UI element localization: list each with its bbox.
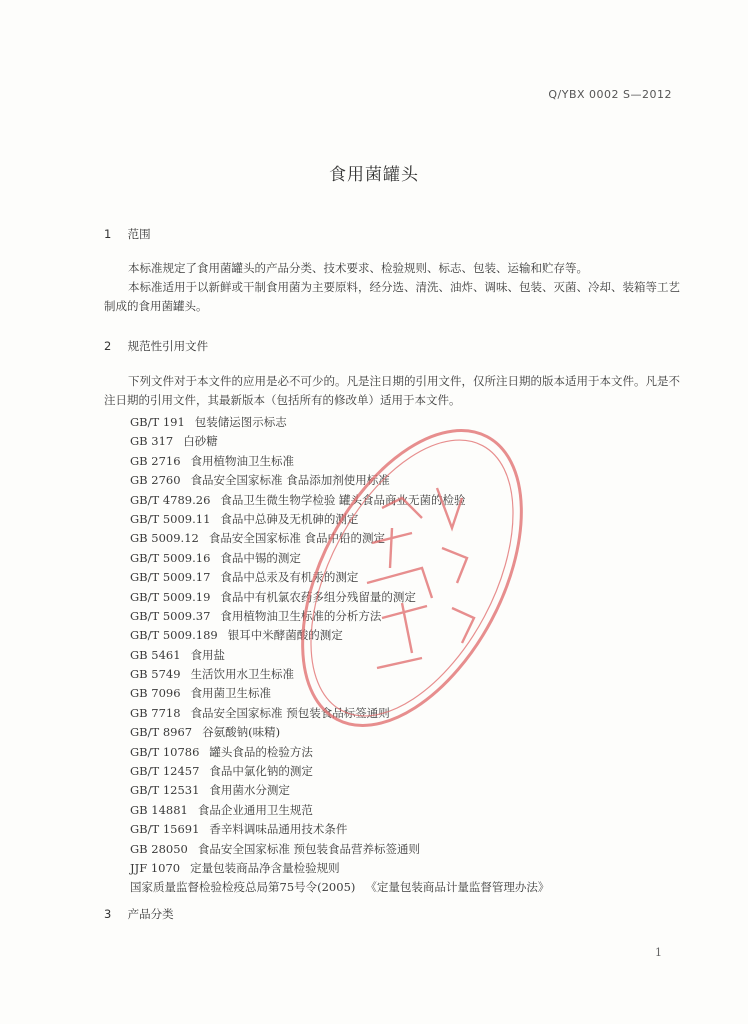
reference-title: 食品卫生微生物学检验 罐头食品商业无菌的检验 xyxy=(220,492,466,507)
reference-code: GB 5749 xyxy=(130,667,181,682)
reference-item xyxy=(130,432,650,451)
reference-item xyxy=(130,413,650,432)
reference-code: GB/T 5009.11 xyxy=(130,511,211,526)
reference-item xyxy=(130,549,650,568)
reference-title: 食用植物油卫生标准的分析方法 xyxy=(220,608,382,623)
reference-code: GB 317 xyxy=(130,434,174,449)
section-2-heading xyxy=(104,338,208,354)
reference-title: 食品中锡的测定 xyxy=(220,550,301,565)
reference-code: JJF 1070 xyxy=(130,860,181,875)
reference-code: GB/T 5009.17 xyxy=(130,570,211,585)
reference-item xyxy=(130,510,650,529)
reference-code: GB/T 4789.26 xyxy=(130,492,211,507)
reference-code: GB/T 12531 xyxy=(130,783,200,798)
reference-item xyxy=(130,762,650,781)
reference-code: GB 7718 xyxy=(130,705,181,720)
reference-title: 食品中总汞及有机汞的测定 xyxy=(220,570,359,585)
reference-title: 食品安全国家标准 食品中铅的测定 xyxy=(208,531,386,546)
reference-title: 定量包装商品净含量检验规则 xyxy=(190,860,340,875)
standard-code: Q/YBX 0002 S—2012 xyxy=(548,88,672,101)
page-number: 1 xyxy=(655,946,662,959)
reference-item xyxy=(130,588,650,607)
reference-item xyxy=(130,607,650,626)
section-1-title: 范围 xyxy=(127,227,151,241)
reference-code: GB/T 5009.19 xyxy=(130,589,211,604)
reference-code: GB/T 5009.16 xyxy=(130,550,211,565)
reference-title: 食品企业通用卫生规范 xyxy=(197,802,313,817)
section-1-heading xyxy=(104,226,151,242)
reference-code: GB/T 5009.189 xyxy=(130,628,218,643)
reference-title: 食品中氯化钠的测定 xyxy=(209,764,313,779)
reference-item xyxy=(130,743,650,762)
reference-title: 银耳中米酵菌酸的测定 xyxy=(227,628,343,643)
reference-code: GB 28050 xyxy=(130,841,188,856)
reference-title: 罐头食品的检验方法 xyxy=(209,744,313,759)
reference-title: 谷氨酸钠(味精) xyxy=(202,725,281,740)
reference-item xyxy=(130,820,650,839)
document-title: 食用菌罐头 xyxy=(329,165,419,185)
reference-title: 白砂糖 xyxy=(183,434,218,449)
reference-title: 食用盐 xyxy=(190,647,226,662)
reference-item xyxy=(130,665,650,684)
reference-title: 食用菌卫生标准 xyxy=(190,686,272,701)
reference-title: 食品安全国家标准 预包装食品标签通则 xyxy=(190,705,390,720)
section-3-number: 3 xyxy=(104,907,112,921)
reference-item xyxy=(130,859,650,878)
reference-item xyxy=(130,646,650,665)
reference-item xyxy=(130,878,650,897)
reference-item xyxy=(130,529,650,548)
reference-code: GB 2760 xyxy=(130,473,181,488)
reference-title: 食品中有机氯农药多组分残留量的测定 xyxy=(220,589,416,604)
reference-code: GB/T 12457 xyxy=(130,764,200,779)
section-3-heading xyxy=(104,906,174,922)
reference-code: GB/T 191 xyxy=(130,415,185,429)
reference-item xyxy=(130,452,650,471)
section-1-paragraph-1: 本标准规定了食用菌罐头的产品分类、技术要求、检验规则、标志、包装、运输和贮存等。 xyxy=(128,261,588,275)
reference-title: 生活饮用水卫生标准 xyxy=(190,667,295,682)
reference-item xyxy=(130,471,650,490)
reference-code: GB/T 5009.37 xyxy=(130,608,211,623)
reference-item xyxy=(130,684,650,703)
reference-title: 《定量包装商品计量监督管理办法》 xyxy=(365,880,550,895)
section-2-number: 2 xyxy=(104,339,112,353)
section-1-paragraph-2: 本标准适用于以新鲜或干制食用菌为主要原料，经分选、清洗、油炸、调味、包装、灭菌、冷却、装箱等工艺制成的食用菌罐头。 xyxy=(104,280,680,313)
reference-item xyxy=(130,781,650,800)
reference-code: GB/T 8967 xyxy=(130,725,193,740)
reference-code: GB 5009.12 xyxy=(130,531,199,546)
section-2-intro: 下列文件对于本文件的应用是必不可少的。凡是注日期的引用文件，仅所注日期的版本适用于本文件。凡是不注日期的引用文件，其最新版本（包括所有的修改单）适用于本文件。 xyxy=(104,374,680,407)
reference-code: GB 5461 xyxy=(130,647,181,662)
reference-title: 食品安全国家标准 预包装食品营养标签通则 xyxy=(197,841,421,856)
reference-title: 食品安全国家标准 食品添加剂使用标准 xyxy=(190,473,390,488)
section-2-title: 规范性引用文件 xyxy=(127,339,209,353)
reference-title: 香辛料调味品通用技术条件 xyxy=(209,822,348,837)
reference-code: GB/T 10786 xyxy=(130,744,200,759)
reference-title: 食用菌水分测定 xyxy=(209,783,290,798)
reference-item xyxy=(130,801,650,820)
reference-item xyxy=(130,840,650,859)
reference-item xyxy=(130,568,650,587)
reference-title: 包装储运图示标志 xyxy=(194,415,287,429)
reference-item xyxy=(130,723,650,742)
reference-code: GB 2716 xyxy=(130,453,181,468)
reference-title: 食用植物油卫生标准 xyxy=(190,453,295,468)
section-1-number: 1 xyxy=(104,227,112,241)
reference-code: GB 7096 xyxy=(130,686,181,701)
reference-item xyxy=(130,626,650,645)
reference-code: 国家质量监督检验检疫总局第75号令(2005) xyxy=(130,880,356,895)
section-3-title: 产品分类 xyxy=(127,907,174,921)
reference-title: 食品中总砷及无机砷的测定 xyxy=(220,511,359,526)
reference-list xyxy=(130,413,650,898)
reference-item xyxy=(130,491,650,510)
reference-code: GB/T 15691 xyxy=(130,822,200,837)
reference-code: GB 14881 xyxy=(130,802,188,817)
reference-item xyxy=(130,704,650,723)
